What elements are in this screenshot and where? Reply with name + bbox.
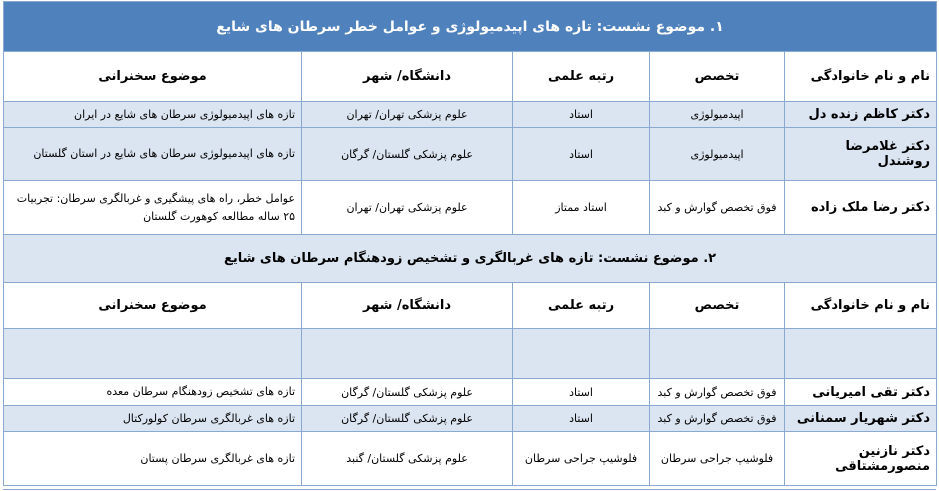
speaker-university: علوم پزشکی تهران/ تهران bbox=[302, 102, 513, 128]
table-bottom-border bbox=[3, 489, 936, 490]
speaker-university: علوم پزشکی گلستان/ گرگان bbox=[302, 379, 513, 406]
header-specialty: تخصص bbox=[650, 52, 785, 102]
speaker-name: دکتر کاظم زنده دل bbox=[785, 102, 937, 128]
header-name: نام و نام خانوادگی bbox=[785, 52, 937, 102]
speaker-name: دکتر رضا ملک زاده bbox=[785, 181, 937, 235]
speaker-topic: تازه های اپیدمیولوژی سرطان های شایع در ایران bbox=[4, 102, 302, 128]
section-1-title-row bbox=[4, 2, 937, 52]
speaker-specialty: فوق تخصص گوارش و کبد bbox=[650, 379, 785, 406]
speaker-rank: استاد bbox=[513, 128, 650, 181]
table-row bbox=[4, 181, 937, 235]
empty-cell bbox=[650, 329, 785, 379]
speaker-name: دکتر نازنین منصورمشتاقی bbox=[785, 432, 937, 486]
empty-cell bbox=[4, 329, 302, 379]
empty-cell bbox=[785, 329, 937, 379]
header-topic: موضوع سخنرانی bbox=[4, 283, 302, 329]
speaker-rank: استاد bbox=[513, 102, 650, 128]
speaker-university: علوم پزشکی گلستان/ گنبد bbox=[302, 432, 513, 486]
empty-row bbox=[4, 329, 937, 379]
speaker-specialty: اپیدمیولوژی bbox=[650, 102, 785, 128]
empty-cell bbox=[302, 329, 513, 379]
header-rank: رتبه علمی bbox=[513, 283, 650, 329]
speaker-rank: فلوشیپ جراحی سرطان bbox=[513, 432, 650, 486]
speaker-university: علوم پزشکی گلستان/ گرگان bbox=[302, 406, 513, 432]
speaker-topic: تازه های غربالگری سرطان کولورکتال bbox=[4, 406, 302, 432]
sessions-table bbox=[3, 1, 937, 486]
speaker-university: علوم پزشکی گلستان/ گرگان bbox=[302, 128, 513, 181]
speaker-specialty: فوق تخصص گوارش و کبد bbox=[650, 181, 785, 235]
speaker-name: دکتر غلامرضا روشندل bbox=[785, 128, 937, 181]
speaker-specialty: فلوشیپ جراحی سرطان bbox=[650, 432, 785, 486]
header-name: نام و نام خانوادگی bbox=[785, 283, 937, 329]
table-row bbox=[4, 102, 937, 128]
speaker-specialty: اپیدمیولوژی bbox=[650, 128, 785, 181]
speaker-rank: استاد bbox=[513, 406, 650, 432]
speaker-topic: تازه های اپیدمیولوژی سرطان های شایع در استان گلستان bbox=[4, 128, 302, 181]
speaker-university: علوم پزشکی تهران/ تهران bbox=[302, 181, 513, 235]
section-1-title: ۱. موضوع نشست: تازه های اپیدمیولوژی و عوامل خطر سرطان های شایع bbox=[4, 2, 937, 52]
section-2-title-row bbox=[4, 235, 937, 283]
section-1-header-row bbox=[4, 52, 937, 102]
speaker-rank: استاد bbox=[513, 379, 650, 406]
section-2-header-row bbox=[4, 283, 937, 329]
header-specialty: تخصص bbox=[650, 283, 785, 329]
speaker-topic: عوامل خطر، راه های پیشگیری و غربالگری سرطان: تجربیات ۲۵ ساله مطالعه کوهورت گلستان bbox=[4, 181, 302, 235]
speaker-name: دکتر تقی امیریانی bbox=[785, 379, 937, 406]
speaker-specialty: فوق تخصص گوارش و کبد bbox=[650, 406, 785, 432]
table-row bbox=[4, 432, 937, 486]
section-2-title: ۲. موضوع نشست: تازه های غربالگری و تشخیص زودهنگام سرطان های شایع bbox=[4, 235, 937, 283]
table-row bbox=[4, 406, 937, 432]
table-row bbox=[4, 128, 937, 181]
header-rank: رتبه علمی bbox=[513, 52, 650, 102]
header-university: دانشگاه/ شهر bbox=[302, 52, 513, 102]
speaker-topic: تازه های تشخیص زودهنگام سرطان معده bbox=[4, 379, 302, 406]
speaker-rank: استاد ممتاز bbox=[513, 181, 650, 235]
header-topic: موضوع سخنرانی bbox=[4, 52, 302, 102]
header-university: دانشگاه/ شهر bbox=[302, 283, 513, 329]
speaker-name: دکتر شهریار سمنانی bbox=[785, 406, 937, 432]
table-row bbox=[4, 379, 937, 406]
empty-cell bbox=[513, 329, 650, 379]
speaker-topic: تازه های غربالگری سرطان پستان bbox=[4, 432, 302, 486]
